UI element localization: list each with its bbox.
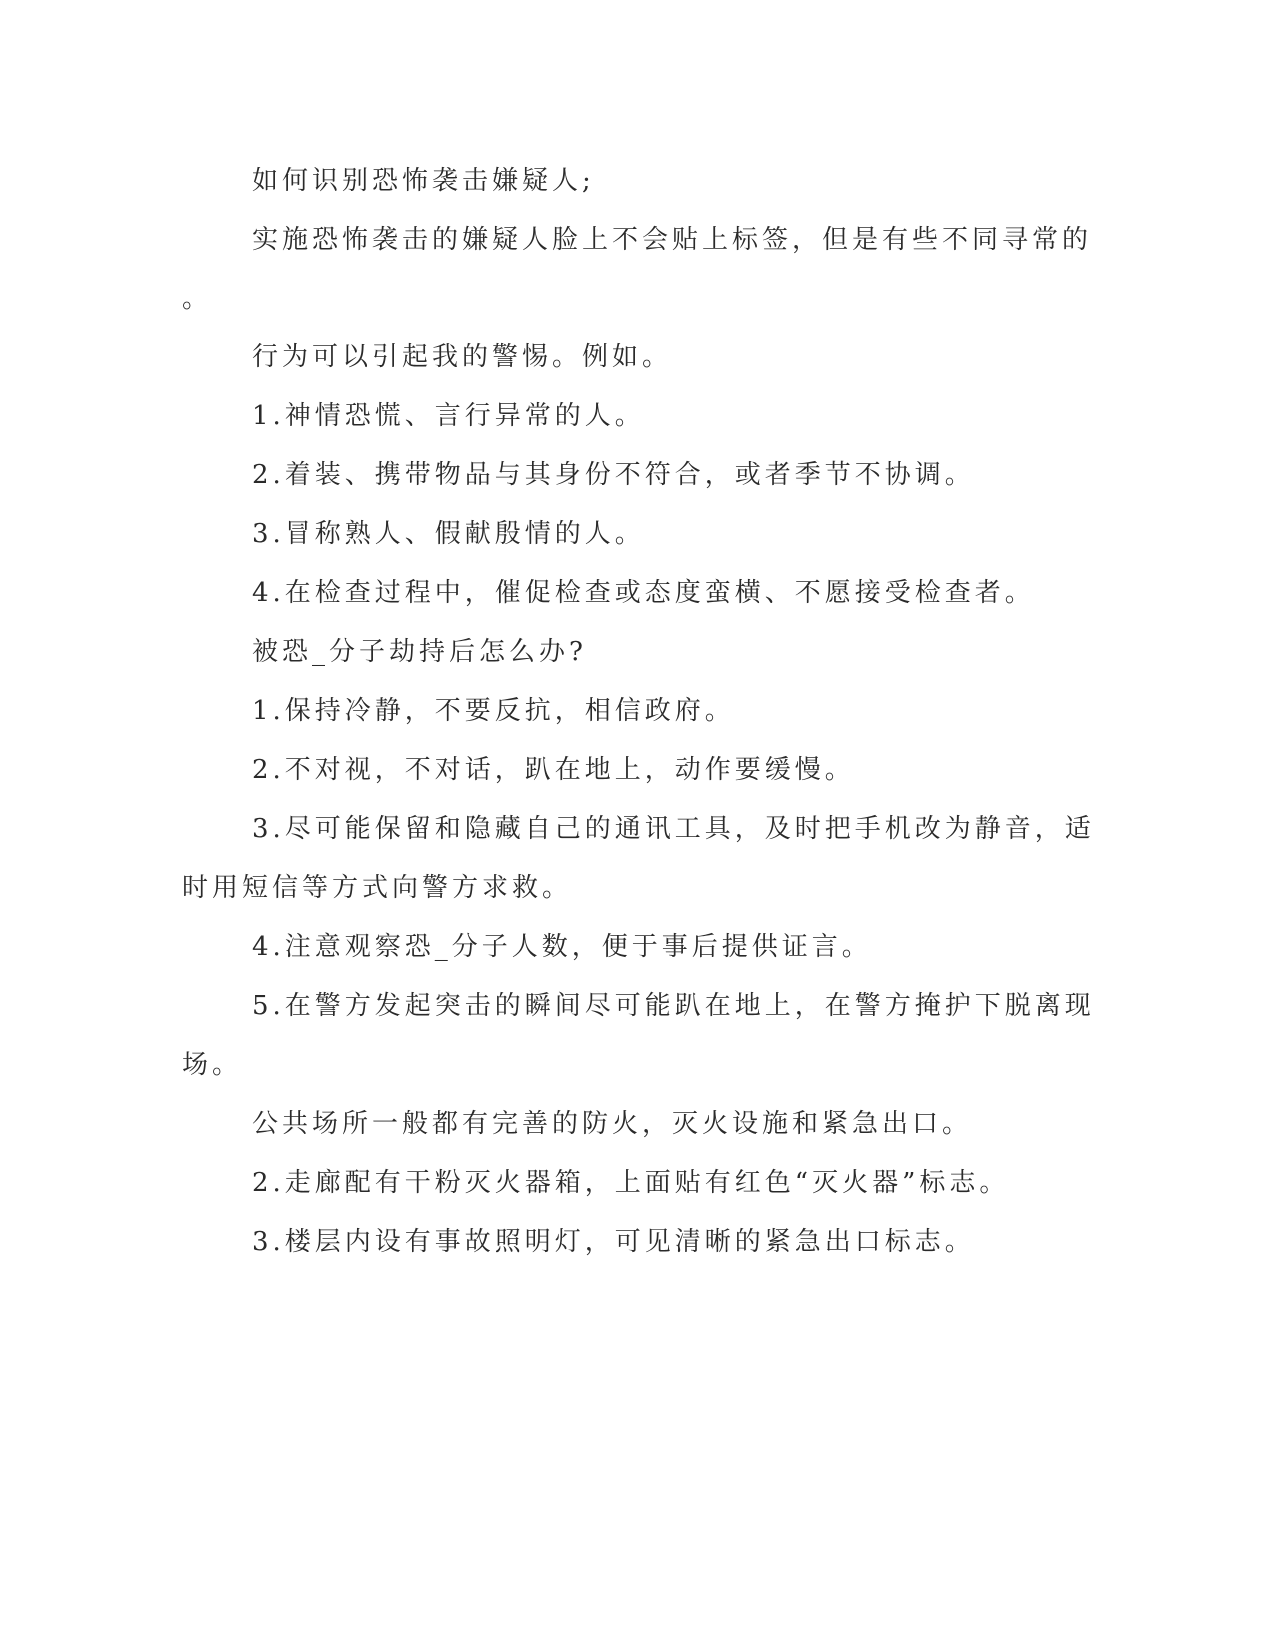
list-item: 4.在检查过程中，催促检查或态度蛮横、不愿接受检查者。: [252, 578, 1035, 608]
paragraph-line: 。: [182, 284, 213, 314]
paragraph-line: 行为可以引起我的警惕。例如。: [252, 342, 673, 372]
list-item: 1.保持冷静，不要反抗，相信政府。: [252, 696, 735, 726]
list-item-continuation: 时用短信等方式向警方求救。: [182, 873, 573, 903]
list-item: 2.不对视，不对话，趴在地上，动作要缓慢。: [252, 755, 855, 785]
list-item: 4.注意观察恐_分子人数，便于事后提供证言。: [252, 932, 872, 962]
list-item: 2.着装、携带物品与其身份不符合，或者季节不协调。: [252, 460, 975, 490]
list-item: 5.在警方发起突击的瞬间尽可能趴在地上，在警方掩护下脱离现: [252, 991, 1095, 1021]
list-item: 3.冒称熟人、假献殷情的人。: [252, 519, 645, 549]
list-item: 3.楼层内设有事故照明灯，可见清晰的紧急出口标志。: [252, 1227, 975, 1257]
list-item: 1.神情恐慌、言行异常的人。: [252, 401, 645, 431]
section-heading-hijacked: 被恐_分子劫持后怎么办?: [252, 637, 587, 667]
paragraph-line: 公共场所一般都有完善的防火，灭火设施和紧急出口。: [252, 1109, 973, 1139]
list-item-continuation: 场。: [182, 1050, 243, 1080]
list-item: 3.尽可能保留和隐藏自己的通讯工具，及时把手机改为静音，适: [252, 814, 1095, 844]
list-item: 2.走廊配有干粉灭火器箱，上面贴有红色“灭火器”标志。: [252, 1168, 1010, 1198]
paragraph-line: 实施恐怖袭击的嫌疑人脸上不会贴上标签，但是有些不同寻常的: [252, 225, 1093, 255]
section-heading-identify-suspects: 如何识别恐怖袭击嫌疑人;: [252, 166, 595, 196]
